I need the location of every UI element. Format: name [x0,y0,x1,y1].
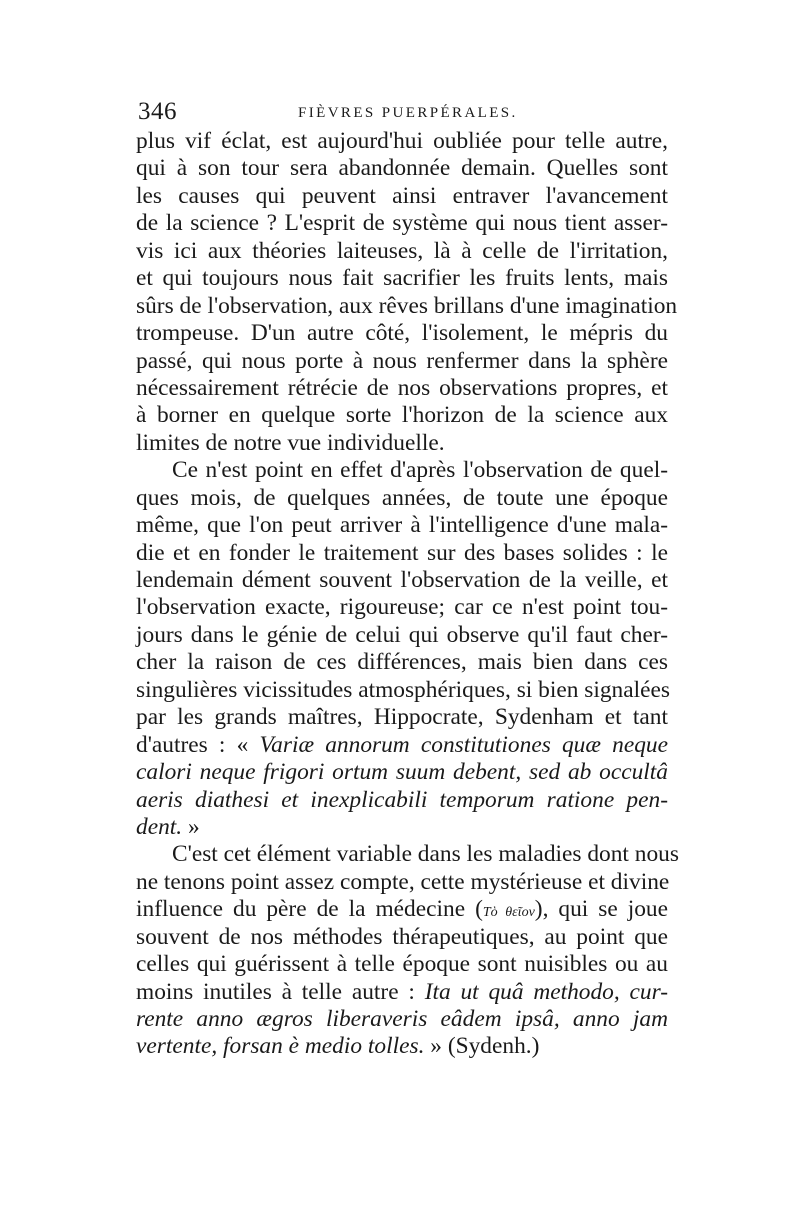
paragraph [136,128,678,457]
text-line [136,814,668,841]
text-line: à borner en quelque sorte l'horizon de la science aux [136,402,668,429]
text-line: vis ici aux théories laiteuses, là à celle de l'irritation, [136,237,668,264]
text-line [136,732,668,759]
latin-quote: dent. [136,813,183,840]
text-line: die et en fonder le traitement sur des bases solides : le [136,539,668,566]
text-line [136,979,668,1006]
text-line: ques mois, de quelques années, de toute une époque [136,484,668,511]
text-line: lendemain dément souvent l'observation de la veille, et [136,567,668,593]
body-text [136,128,679,1061]
latin-quote-line: rente anno ægros liberaveris eâdem ipsâ, anno jam [136,1006,668,1032]
citation: » (Sydenh.) [424,1033,540,1060]
text-line: celles qui guérissent à telle époque sont nuisibles ou au [136,951,668,978]
text-line: limites de notre vue individuelle. [136,429,445,456]
text-line: cher la raison de ces différences, mais bien dans ces [136,649,668,676]
latin-quote: vertente, forsan è medio tolles. [136,1033,425,1060]
text-line: Ce n'est point en effet d'après l'observation de quel- [172,457,668,484]
text-span: ), qui se joue [534,896,669,923]
page-number: 346 [138,98,177,125]
text-line [136,896,668,923]
text-line: jours dans le génie de celui qui observe qu'il faut cher- [136,621,668,648]
greek-phrase: Τὸ θεῖον [482,905,535,921]
text-span: moins inutiles à telle autre : [136,978,425,1005]
text-line: C'est cet élément variable dans les maladies dont nous [172,841,679,868]
paragraph [136,457,668,841]
latin-quote: Ita ut quâ methodo, cur- [424,978,669,1005]
paragraph [136,841,679,1061]
text-span: » [182,813,200,840]
text-line: de la science ? L'esprit de système qui nous tient asser- [136,210,668,237]
page-header [138,98,663,128]
text-line: souvent de nos méthodes thérapeutiques, au point que [136,923,668,950]
text-line: plus vif éclat, est aujourd'hui oubliée pour telle autre, [136,128,668,154]
text-span: influence du père de la médecine ( [136,896,483,923]
running-head: FIÈVRES PUERPÉRALES. [298,105,518,121]
latin-quote: Variæ annorum constitutiones quæ neque [259,731,668,758]
text-line: singulières vicissitudes atmosphériques, si bien signalées [136,676,670,703]
text-line: et qui toujours nous fait sacrifier les fruits lents, mais [136,265,668,292]
text-line: sûrs de l'observation, aux rêves brillans d'une imagination [136,292,678,319]
text-line: ne tenons point assez compte, cette mystérieuse et divine [136,868,670,895]
text-line: qui à son tour sera abandonnée demain. Quelles sont [136,155,668,182]
text-line: même, que l'on peut arriver à l'intelligence d'une mala- [136,512,668,539]
latin-quote-line: calori neque frigori ortum suum debent, sed ab occultâ [136,759,668,786]
text-line: les causes qui peuvent ainsi entraver l'avancement [136,182,668,209]
text-line [136,1033,668,1060]
latin-quote-line: aeris diathesi et inexplicabili temporum ratione pen- [136,786,668,813]
text-line: nécessairement rétrécie de nos observations propres, et [136,374,668,401]
text-span: d'autres : « [136,731,260,758]
text-line: trompeuse. D'un autre côté, l'isolement, le mépris du [136,320,668,347]
text-line: par les grands maîtres, Hippocrate, Sydenham et tant [136,704,668,731]
text-line: passé, qui nous porte à nous renfermer dans la sphère [136,347,668,374]
text-line: l'observation exacte, rigoureuse; car ce n'est point tou- [136,594,668,621]
